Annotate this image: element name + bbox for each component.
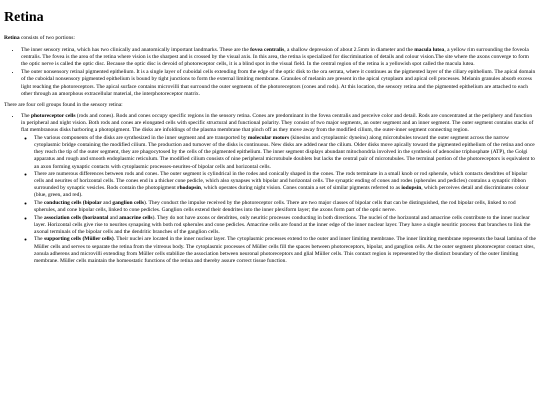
term-conducting-cells: conducting cells (bipolar (43, 199, 102, 206)
item-text: and (101, 199, 113, 206)
item-text: . Their nuclei are located in the inner nuclear layer. The cytoplasmic processes extend to the outer and inner limiting membrane. The inner limiting membrane represents the basal lamina of the Müller cells and serves to separate the retina from the vitreous body. The cytoplasmic processes of Müller cells fill the spaces between photoreceptors, bipolar, and ganglion cells. At the outer segment photoreceptor contact sites, zonula adherens and microvilli extending from Müller cells stabilize the association between neuronal photoreceptors and glial Müller cells. This contact region is represented by the distinct boundary of the outer limiting membrane. Müller cells maintain the homeostatic functions of the retina and thereby assure correct tissue function. (34, 236, 536, 264)
term-photoreceptor-cells: photoreceptor cells (30, 112, 76, 119)
term-ganglion-cells: ganglion cells (112, 199, 145, 206)
term-fovea-centralis: fovea centralis (250, 47, 285, 54)
page-title: Retina (4, 10, 44, 25)
item-text: , a yellow rim surrounding the foveola centralis. The fovea is the area of the retina where vision is the sharpest and is crossed by the visual axis. In this area, the retina is specialized for discrimination of details and colour vision.The site where the axons converge to form the optic nerve is called the optic disc. Because the optic disc is devoid of photoreceptor cells, it is a blind spot in the visual field. In the central region of the retina is a yellowish spot called the macula lutea. (21, 47, 529, 68)
sublist-item-supporting-cells (34, 236, 536, 264)
item-text: , which perceives detail and discriminates colour (blue, green, and red). (34, 185, 529, 199)
section-intro: There are four cell groups found in the sensory retina: (4, 101, 123, 108)
item-text: There are numerous differences between rods and cones. The outer segment is cylindrical in the rodes and conically shaped in the cones. The rods terminate in a small knob or rod spherule, which contacts dendrites of bipolar cells and neurites of horizontal cells. The cones end in a thicker cone pedicle, which also synapses with bipolar and horizontal cells. The synaptic ending of cones and rodes (spherules and pedicles) contains a synaptic ribbon surrounded by synaptic vesicles. Rods contain the photopigment (34, 171, 528, 192)
term-molecular-motors: molecular motors (247, 135, 290, 142)
item-text: (rods and cones). Rods and cones occupy specific regions in the sensory retina. Cones are predominant in the fovea centralis and perceive color and detail. Rods are concentrated at the periphery and function in peripheral and night vision. Both rods and cones are elongated cells with specific structural and functional polarity. They consist of two major segments, an outer segment and an inner segment. The outer segment contains stacks of flat membranous disks harboring a photopigment. The disks are infoldings of the plasma membrane that pinch off as they move away from the modified cilium, the outer-inner segment connecting region. (21, 112, 534, 134)
sublist-item-rods-cones (34, 171, 536, 199)
item-text: , which operates during night vision. Cones contain a set of similar pigments referred to as (201, 185, 402, 192)
intro-paragraph (4, 35, 536, 42)
item-text: ). They conduct the impulse received by the photoreceptor cells. There are two major classes of bipolar cells that can be distinguished, the rod bipolar cells, linked to rod spherules, and cone bipolar cells, linked to cone pedicles. Ganglion cells extend their dendrites into the inner plexiform layer; the axons form part of the optic nerve. (34, 199, 516, 214)
intro-text: consists of two portions: (19, 35, 75, 41)
term-macula-lutea: macula lutea (414, 47, 445, 54)
item-text: and (108, 214, 120, 221)
intro-term: Retina (4, 35, 20, 41)
sublist-item-association-cells (34, 215, 536, 236)
list-item-inner-sensory-retina (21, 47, 536, 68)
item-text: The inner sensory retina, which has two clinically and anatomically important landmarks. These are the (21, 47, 251, 54)
item-text: The (34, 199, 44, 206)
item-text: The (21, 112, 31, 119)
term-iodopsin: iodopsin (401, 185, 422, 192)
term-association-cells: association cells (horizontal (43, 214, 109, 221)
term-amacrine-cells: amacrine cells (119, 214, 153, 221)
item-text: The outer nonsensory retinal pigmented epithelium. It is a single layer of cuboidal cells extending from the edge of the optic disk to the ora serrata, where it continues as the pigmented layer of the ciliary epithelium. The apical domain of the cuboidal nonsensory pigmented epithelium is bound by tight junctions to form the external limiting membrane. Granules of melanin are present in the apical cytoplasm and apical cell processes. Melanin granules absorb excess light reaching the photoreceptors. The apical surface contains microvilli that surround the outer segments of the photoreceptors (cones and rods). At this location, the sensory retina and the pigmented epithelium are attached to each other through an amorphous extracellular material, the interphotoreceptor matrix. (21, 69, 536, 97)
item-text: ). They do not have axons or dendrites, only neuritic processes conducting in both directions. The nuclei of the horizontal and amacrine cells contribute to the inner nuclear layer. Horizontal cells give rise to neurites synapsing with both rod spherules and cone pedicles. Amacrine cells are found at the inner edge of the inner nuclear layer. They have a single neuritic process that branches to link the axonal terminals of the bipolar cells and the dendritic branches of the ganglion cells. (34, 214, 531, 235)
item-text: (kinesins and cytoplasmic dyneins) along microtubules toward the outer segment across the narrow cytoplasmic bridge containing the modified cilium. The production and turnover of the disks is continuous. New disks are added near the cilium. Older disks move apically toward the pigmented epithelium of the retina and once they reach the tip of the outer segment, they are phagocytosed by the cells of the pigmented epithelium. The inner segment displays abundant mitochondria involved in the synthesis of adenosine triphosphate (ATP), the Golgi apparatus and rough and smooth endoplasmic reticulum. The modified cilium consists of nine peripheral microtubule doublets but lacks the central pair of microtubules. The terminal portion of the photoreceptors is equivalent to an axon forming synaptic contacts with cytoplasmic processes-neurites-of bipolar cells and horizontal cells. (34, 135, 535, 170)
term-rhodopsin: rhodopsin (177, 185, 201, 192)
item-text: The (34, 236, 44, 243)
sublist-item-disks (34, 135, 536, 170)
list-item-pigmented-epithelium (21, 69, 536, 97)
list-item-photoreceptor-cells (21, 113, 536, 265)
cell-groups-list (4, 113, 536, 265)
portions-list (4, 47, 536, 98)
term-supporting-cells: supporting cells (Müller cells) (43, 236, 114, 243)
item-text: The various components of the disks are synthesized in the inner segment and are transported by (34, 135, 248, 142)
sublist-item-conducting-cells (34, 200, 536, 214)
item-text: The (34, 214, 44, 221)
item-text: , a shallow depression of about 2.5mm in diameter and the (284, 47, 415, 54)
photoreceptor-sublist (21, 135, 536, 265)
